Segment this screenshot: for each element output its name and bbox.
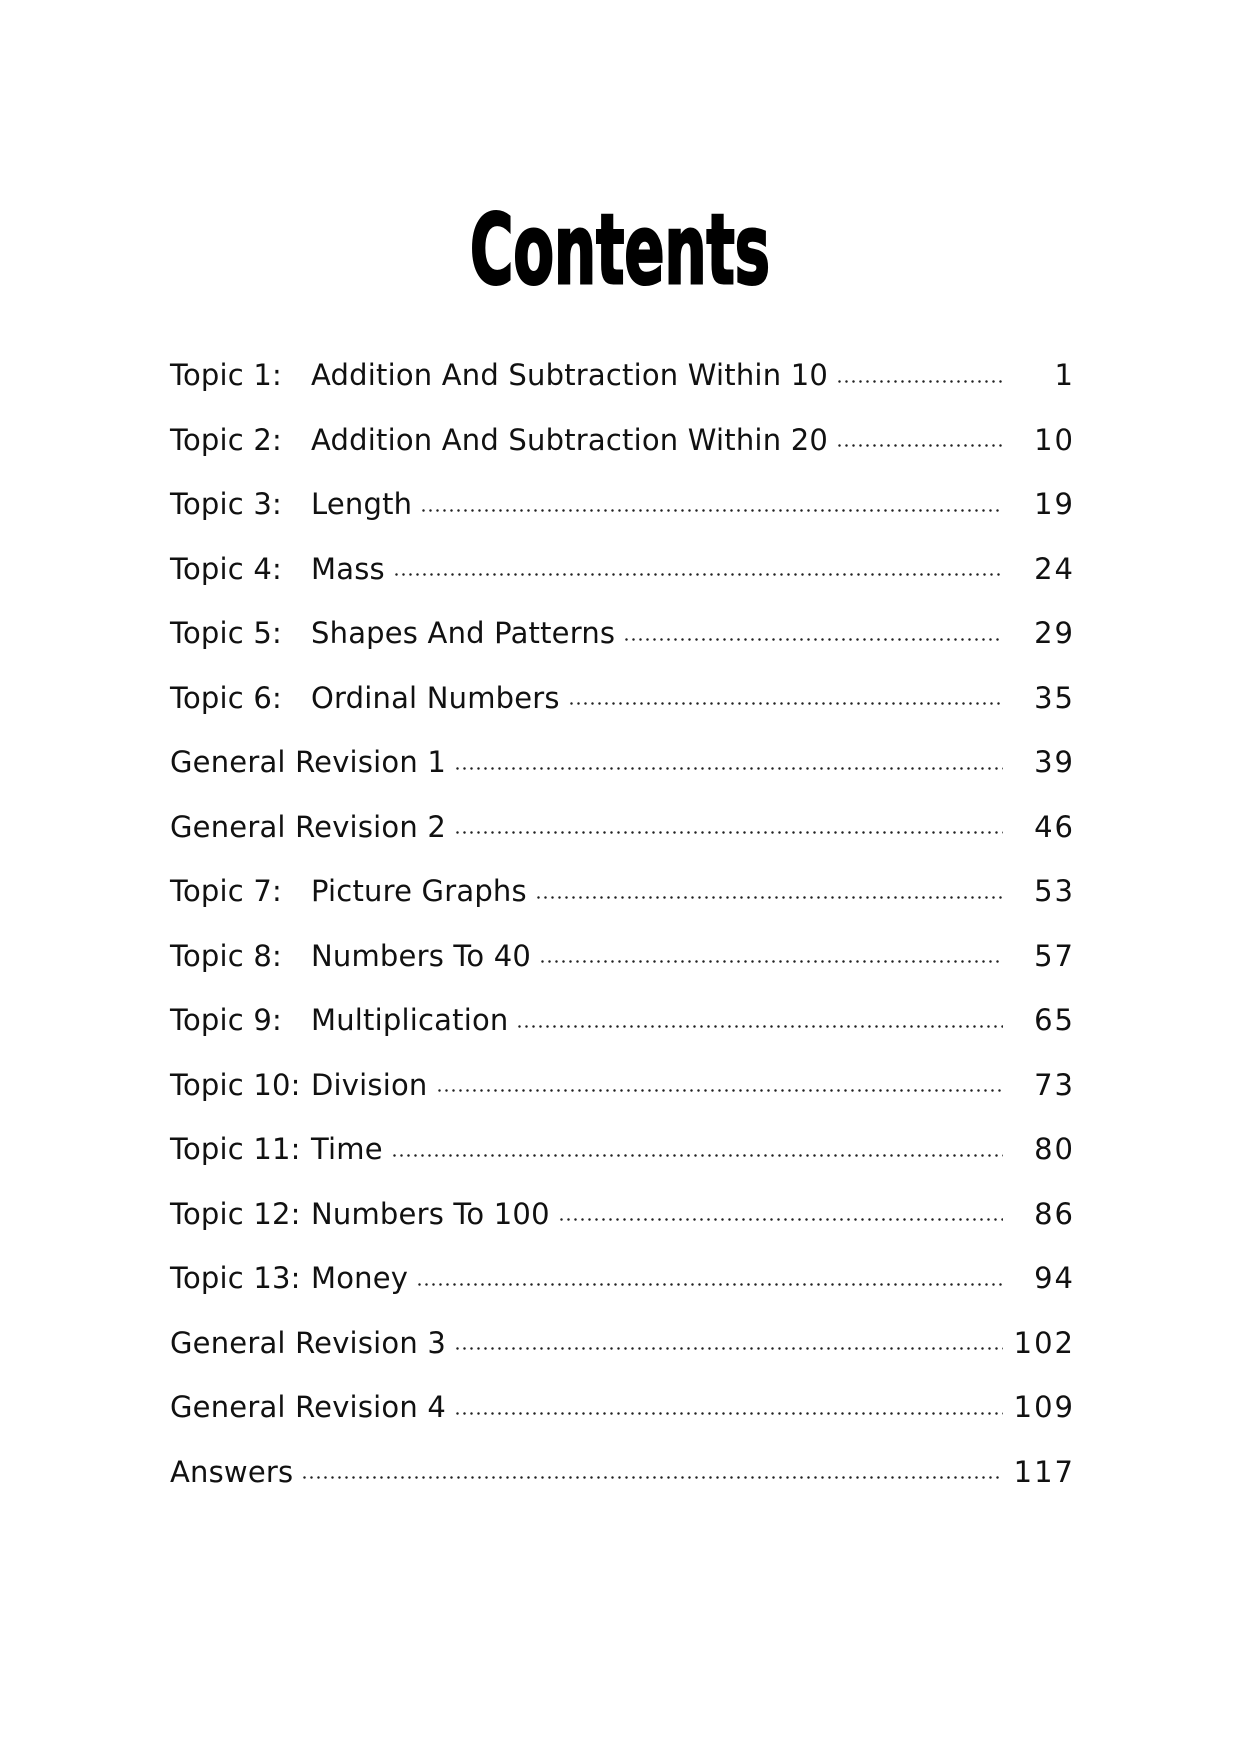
toc-entry[interactable] xyxy=(170,1182,1075,1247)
toc-entry-label: Topic 2: xyxy=(170,422,282,457)
toc-entry-label: Topic 5: xyxy=(170,616,282,651)
dot-leader xyxy=(391,1154,1003,1157)
page-title xyxy=(0,195,1240,309)
toc-entry[interactable] xyxy=(170,408,1075,473)
toc-entry-label: Topic 6: xyxy=(170,680,282,715)
toc-entry[interactable] xyxy=(170,472,1075,537)
contents-title-graphic xyxy=(460,195,780,305)
toc-entry-page-number: 10 xyxy=(1034,422,1075,457)
toc-entry-page-number: 1 xyxy=(1054,358,1075,393)
toc-entry-title: Numbers To 40 xyxy=(311,938,532,973)
toc-entry[interactable] xyxy=(170,1440,1075,1505)
toc-entry-title: General Revision 2 xyxy=(170,809,446,844)
toc-entry-label: Topic 12: xyxy=(170,1196,301,1231)
page-title-text: Contents xyxy=(470,194,770,306)
toc-entry[interactable] xyxy=(170,1311,1075,1376)
toc-entry-title: Length xyxy=(311,487,413,522)
toc-entry-page-number: 102 xyxy=(1013,1325,1075,1360)
toc-entry-label: Topic 4: xyxy=(170,551,282,586)
dot-leader xyxy=(416,1283,1003,1286)
toc-entry-page-number: 94 xyxy=(1034,1261,1075,1296)
toc-entry-label: Topic 9: xyxy=(170,1003,282,1038)
toc-entry-title: Division xyxy=(311,1067,428,1102)
dot-leader xyxy=(420,509,1003,512)
toc-entry[interactable] xyxy=(170,795,1075,860)
toc-entry-label: Topic 11: xyxy=(170,1132,301,1167)
toc-entry[interactable] xyxy=(170,924,1075,989)
toc-entry-page-number: 65 xyxy=(1034,1003,1075,1038)
toc-entry[interactable] xyxy=(170,343,1075,408)
dot-leader xyxy=(558,1218,1003,1221)
toc-entry[interactable] xyxy=(170,1246,1075,1311)
toc-entry-title: Money xyxy=(311,1261,409,1296)
toc-entry-page-number: 109 xyxy=(1013,1390,1075,1425)
toc-entry[interactable] xyxy=(170,666,1075,731)
toc-entry-page-number: 19 xyxy=(1034,487,1075,522)
toc-entry-title: Shapes And Patterns xyxy=(311,616,616,651)
toc-entry[interactable] xyxy=(170,1375,1075,1440)
toc-entry-title: Multiplication xyxy=(311,1003,509,1038)
dot-leader xyxy=(516,1025,1003,1028)
toc-entry-label: Topic 3: xyxy=(170,487,282,522)
toc-entry-label: Topic 1: xyxy=(170,358,282,393)
toc-entry-page-number: 53 xyxy=(1034,874,1075,909)
toc-entry-title: General Revision 4 xyxy=(170,1390,446,1425)
toc-entry-page-number: 29 xyxy=(1034,616,1075,651)
toc-entry-title: Addition And Subtraction Within 10 xyxy=(311,358,828,393)
dot-leader xyxy=(454,1412,1003,1415)
toc-entry[interactable] xyxy=(170,601,1075,666)
table-of-contents xyxy=(170,343,1075,1504)
toc-entry-label: Topic 13: xyxy=(170,1261,301,1296)
dot-leader xyxy=(454,767,1003,770)
toc-entry-title: Time xyxy=(311,1132,383,1167)
toc-entry[interactable] xyxy=(170,537,1075,602)
toc-entry-title: General Revision 1 xyxy=(170,745,446,780)
toc-entry-page-number: 117 xyxy=(1013,1454,1075,1489)
toc-entry-page-number: 57 xyxy=(1034,938,1075,973)
toc-entry-title: Answers xyxy=(170,1454,294,1489)
dot-leader xyxy=(568,702,1003,705)
dot-leader xyxy=(436,1089,1004,1092)
toc-entry-page-number: 80 xyxy=(1034,1132,1075,1167)
toc-entry-title: Ordinal Numbers xyxy=(311,680,560,715)
toc-entry-page-number: 24 xyxy=(1034,551,1075,586)
toc-entry-page-number: 35 xyxy=(1034,680,1075,715)
toc-entry[interactable] xyxy=(170,988,1075,1053)
toc-entry-title: General Revision 3 xyxy=(170,1325,446,1360)
toc-entry-page-number: 73 xyxy=(1034,1067,1075,1102)
toc-entry-title: Mass xyxy=(311,551,385,586)
toc-entry-page-number: 46 xyxy=(1034,809,1075,844)
toc-entry-title: Picture Graphs xyxy=(311,874,527,909)
toc-entry[interactable] xyxy=(170,730,1075,795)
toc-entry[interactable] xyxy=(170,859,1075,924)
toc-entry-label: Topic 7: xyxy=(170,874,282,909)
toc-entry-label: Topic 8: xyxy=(170,938,282,973)
toc-entry[interactable] xyxy=(170,1053,1075,1118)
dot-leader xyxy=(836,444,1003,447)
dot-leader xyxy=(539,960,1003,963)
dot-leader xyxy=(836,380,1003,383)
toc-entry-title: Addition And Subtraction Within 20 xyxy=(311,422,828,457)
dot-leader xyxy=(454,1347,1003,1350)
toc-entry-page-number: 39 xyxy=(1034,745,1075,780)
dot-leader xyxy=(301,1476,1003,1479)
toc-entry[interactable] xyxy=(170,1117,1075,1182)
toc-entry-page-number: 86 xyxy=(1034,1196,1075,1231)
dot-leader xyxy=(623,638,1003,641)
dot-leader xyxy=(393,573,1003,576)
toc-entry-label: Topic 10: xyxy=(170,1067,301,1102)
dot-leader xyxy=(454,831,1003,834)
toc-entry-title: Numbers To 100 xyxy=(311,1196,550,1231)
dot-leader xyxy=(535,896,1003,899)
